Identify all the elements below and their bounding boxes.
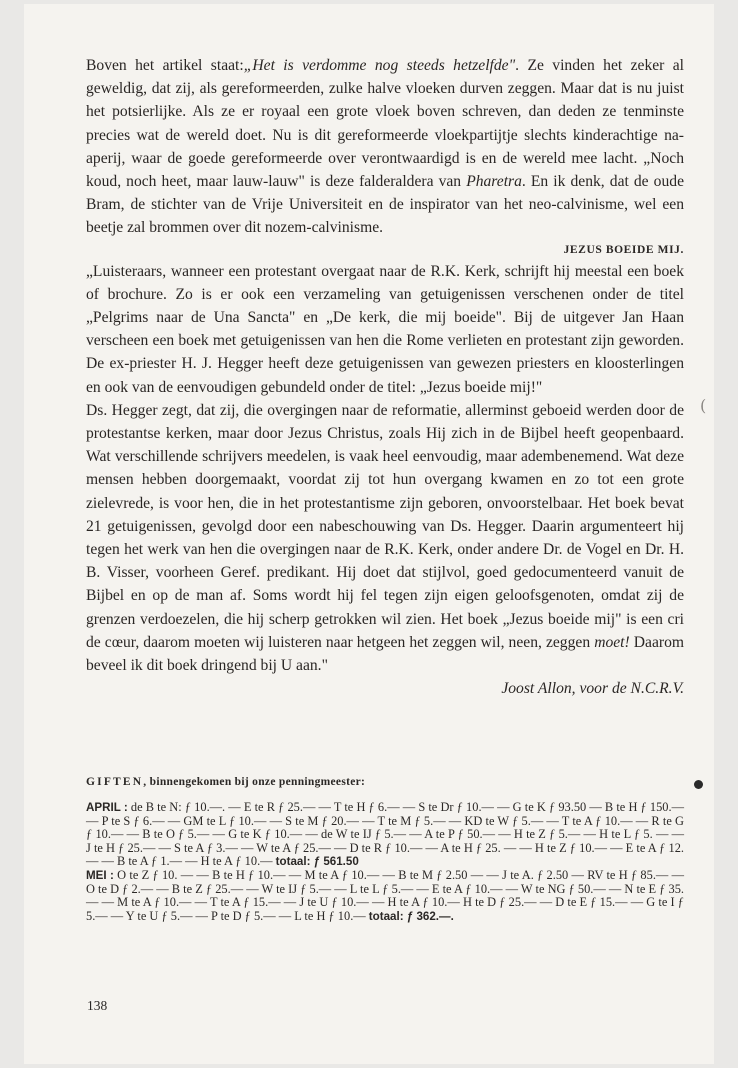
- mei-label: MEI :: [86, 868, 114, 882]
- mei-entries: O te Z ƒ 10. — — B te H ƒ 10.— — M te A ƒ 10.— — B te M ƒ 2.50 — — J te A. ƒ 2.50 — RV te H ƒ 85.— — O te D ƒ 2.— — B te Z ƒ 25.— — W te IJ ƒ 5.— — L te L ƒ 5.— — E te A ƒ 10.— — W te NG ƒ 50.— — N te E ƒ 35.— — M te A ƒ 10.— — T te A ƒ 15.— — J te U ƒ 10.— — H te A ƒ 10.— H te D ƒ 25.— — D te E ƒ 15.— — G te I ƒ 5.— — Y te U ƒ 5.— — P te D ƒ 5.— — L te H ƒ 10.—: [86, 867, 684, 923]
- pharetra-name: Pharetra: [466, 173, 522, 191]
- april-total: totaal: ƒ 561.50: [275, 855, 359, 869]
- article-body: [86, 54, 684, 700]
- section-heading: JEZUS BOEIDE MIJ.: [563, 243, 684, 256]
- signature: Joost Allon, voor de N.C.R.V.: [501, 680, 684, 698]
- scan-dot-right: [694, 780, 703, 789]
- section-paragraph-1: „Luisteraars, wanneer een protestant overgaat naar de R.K. Kerk, schrijft hij meestal een boek of brochure. Zo is er ook een verzameling van getuigenissen verschenen onder de titel „Pelgrims naar de Una Sancta" en „De kerk, die mij boeide". Bij de uitgever Jan Haan verscheen een boek met getuigenissen van hen die Rome verlieten en protestant zijn geworden. De ex-priester H. J. Hegger heeft deze getuigenissen van gewezen priesters en kloosterlingen en ook van de eenvoudigen gebundeld onder de titel: „Jezus boeide mij!": [86, 262, 684, 396]
- emphasis-moet: moet!: [594, 633, 630, 651]
- article-title-quote: „Het is verdomme nog steeds hetzelfde": [243, 57, 516, 74]
- scan-mark-right: (: [700, 396, 707, 415]
- page-number: 138: [87, 998, 108, 1013]
- gifts-section: [86, 776, 684, 923]
- mei-total: totaal: ƒ 362.—.: [368, 909, 454, 923]
- section-paragraph-2: Ds. Hegger zegt, dat zij, die overgingen naar de reformatie, allerminst geboeid werden door de protestantse kerken, maar door Jezus Christus, zoals Hij zich in de Bijbel heeft geopenbaard. Wat verschillende schrijvers meedelen, is vaak heel eenvoudig, maar adembenemend. Wat deze mensen hebben doorgemaakt, voordat zij tot hun overgang kwamen en zo tot een grote zielevrede, is voor hen, die in het protestantisme zijn geboren, onvoorstelbaar. Het boek bevat 21 getuigenissen, gevolgd door een nabeschouwing van Ds. Hegger. Daarin argumenteert hij tegen het werk van hen die overgingen naar de R.K. Kerk, onder andere Dr. de Vogel en Dr. H. B. Visser, voorheen Geref. predikant. Hij doet dat stijlvol, goed gedocumenteerd vanuit de Bijbel en op de man af. Soms wordt hij fel tegen zijn eigen geloofsgenoten, omdat zij de grenzen verdoezelen, die hij scherp getrokken wil zien. Het boek „Jezus boeide mij" is een cri de cœur, daarom moeten wij luisteren naar hetgeen het zeggen wil, neen, zeggen moet! Daarom beveel ik dit boek dringend bij U aan.": [86, 401, 684, 675]
- april-entries: de B te N: ƒ 10.—. — E te R ƒ 25.— — T te H ƒ 6.— — S te Dr ƒ 10.— — G te K ƒ 93.50 — B te H ƒ 150.— — P te S ƒ 6.— — GM te L ƒ 10.— — S te M ƒ 20.— — T te M ƒ 5.— — KD te W ƒ 5.— — T te A ƒ 10.— — R te G ƒ 10.— — B te O ƒ 5.— — G te K ƒ 10.— — de W te IJ ƒ 5.— — A te P ƒ 50.— — H te Z ƒ 5.— — H te L ƒ 5. — — J te H ƒ 25.— — S te A ƒ 3.— — W te A ƒ 25.— — D te R ƒ 10.— — A te H ƒ 25. — — H te Z ƒ 10.— — E te A ƒ 12.— — B te A ƒ 1.— — H te A ƒ 10.—: [86, 800, 684, 869]
- april-label: APRIL :: [86, 801, 128, 814]
- gifts-list: [86, 801, 684, 923]
- gifts-title: GIFTEN, binnengekomen bij onze penningmeester:: [86, 776, 366, 788]
- article-paragraph: Boven het artikel staat:„Het is verdomme nog steeds hetzelfde". Ze vinden het zeker al geweldig, dat zij, als gereformeerden, zulke halve vloeken durven zeggen. Maar dat is nu juist het potsierlijke. Als ze er royaal een grote vloek boven schreven, dan deden ze tenminste precies wat de wereld doet. Nu is dit gereformeerde vloekpartijtje slechts kinderachtige na-aperij, waar de goede gereformeerde over verontwaardigd is en de wereld mee lacht. „Noch koud, noch heet, maar lauw-lauw" is deze falderaldera van Pharetra. En ik denk, dat de oude Bram, de stichter van de Vrije Universiteit en de inspirator van het neo-calvinisme, wel een beetje zal brommen over dit nozem-calvinisme.: [86, 57, 685, 237]
